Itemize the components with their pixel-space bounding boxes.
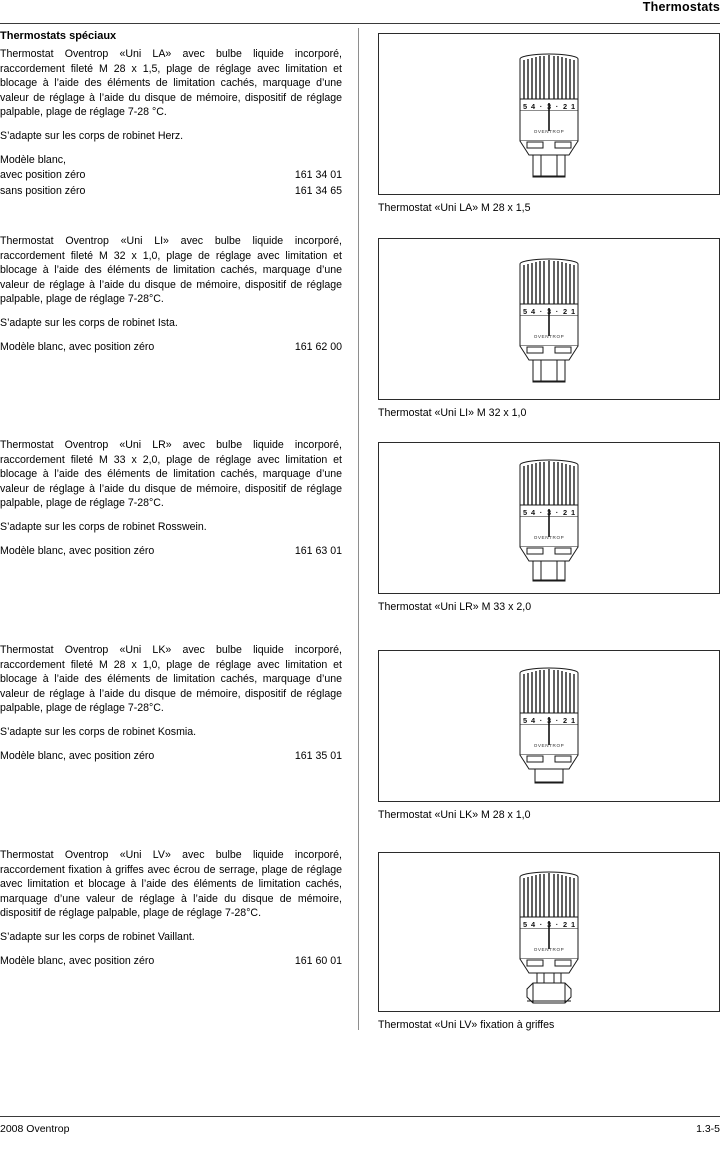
price-row xyxy=(0,167,342,183)
svg-text:·: · xyxy=(539,920,543,929)
footer-page-number: 1.3-5 xyxy=(696,1123,720,1135)
svg-text:3: 3 xyxy=(546,508,552,517)
svg-text:1: 1 xyxy=(570,920,576,929)
svg-text:2: 2 xyxy=(562,307,568,316)
svg-text:4: 4 xyxy=(530,508,536,517)
svg-text:4: 4 xyxy=(530,102,536,111)
page-title: Thermostats xyxy=(642,0,720,14)
svg-text:2: 2 xyxy=(562,508,568,517)
svg-text:4: 4 xyxy=(530,307,536,316)
article-code: 161 34 65 xyxy=(294,185,342,198)
svg-text:1: 1 xyxy=(570,307,576,316)
footer-copyright: 2008 Oventrop xyxy=(0,1123,70,1135)
price-label: sans position zéro xyxy=(0,185,86,198)
svg-text:1: 1 xyxy=(570,508,576,517)
product-compatibility: S’adapte sur les corps de robinet Vaillant. xyxy=(0,930,195,943)
figure-3 xyxy=(378,650,720,822)
product-text-block-3 xyxy=(0,643,342,763)
price-row xyxy=(0,183,342,199)
svg-text:2: 2 xyxy=(562,716,568,725)
product-description: Thermostat Oventrop «Uni LA» avec bulbe liquide incorporé, raccordement fileté M 28 x 1,5, plage de réglage avec limitation et blocage à l’aide des éléments de limitation cachés, marquage d’une valeur de réglage à l’aide du disque de mémoire, dispositif de réglage palpable, plage de réglage 7-28 °C. xyxy=(0,48,342,119)
price-row xyxy=(0,749,342,764)
figure-frame xyxy=(378,852,720,1012)
svg-text:3: 3 xyxy=(546,920,552,929)
price-row xyxy=(0,544,342,559)
brand-mark: OVENTROP xyxy=(533,334,565,339)
svg-text:5: 5 xyxy=(522,508,528,517)
article-code: 161 34 01 xyxy=(294,169,342,182)
thermostat-uni-lr-illustration xyxy=(489,451,609,589)
product-compatibility: S’adapte sur les corps de robinet Herz. xyxy=(0,129,184,142)
figure-caption: Thermostat «Uni LI» M 32 x 1,0 xyxy=(378,407,527,419)
header-divider xyxy=(0,23,720,24)
figure-caption: Thermostat «Uni LK» M 28 x 1,0 xyxy=(378,809,531,821)
thermostat-uni-lk-illustration xyxy=(489,659,609,797)
product-description: Thermostat Oventrop «Uni LV» avec bulbe liquide incorporé, raccordement fixation à griffes avec écrou de serrage, plage de réglage avec limitation et blocage à l’aide des éléments de limitation cachés, marquage d’une valeur de réglage à l’aide du disque de mémoire, dispositif de réglage palpable, plage de réglage 7-28°C. xyxy=(0,849,342,920)
svg-text:·: · xyxy=(555,716,559,725)
figure-4 xyxy=(378,852,720,1032)
figure-frame xyxy=(378,650,720,802)
product-description: Thermostat Oventrop «Uni LR» avec bulbe liquide incorporé, raccordement fileté M 33 x 2,0, plage de réglage avec limitation et blocage à l’aide des éléments de limitation cachés, marquage d’une valeur de réglage à l’aide du disque de mémoire, dispositif de réglage palpable, plage de réglage 7-28°C. xyxy=(0,439,342,510)
price-row xyxy=(0,954,342,969)
figure-caption: Thermostat «Uni LR» M 33 x 2,0 xyxy=(378,601,532,613)
price-row xyxy=(0,340,342,355)
price-label: Modèle blanc, avec position zéro xyxy=(0,749,155,762)
thermostat-uni-lv-illustration xyxy=(489,863,609,1005)
svg-text:1: 1 xyxy=(570,716,576,725)
column-divider xyxy=(358,28,359,1030)
svg-text:1: 1 xyxy=(570,102,576,111)
figure-frame xyxy=(378,442,720,594)
figure-caption: Thermostat «Uni LA» M 28 x 1,5 xyxy=(378,202,531,214)
svg-text:5: 5 xyxy=(522,920,528,929)
svg-text:4: 4 xyxy=(530,716,536,725)
article-code: 161 63 01 xyxy=(294,544,342,557)
svg-text:·: · xyxy=(555,102,559,111)
price-label: Modèle blanc, avec position zéro xyxy=(0,544,155,557)
svg-text:·: · xyxy=(539,716,543,725)
product-compatibility: S’adapte sur les corps de robinet Ista. xyxy=(0,316,178,329)
price-label: Modèle blanc, avec position zéro xyxy=(0,340,155,353)
article-code: 161 62 00 xyxy=(294,340,342,353)
product-model-label: Modèle blanc, xyxy=(0,153,66,166)
svg-text:5: 5 xyxy=(522,716,528,725)
brand-mark: OVENTROP xyxy=(533,129,565,134)
product-compatibility: S’adapte sur les corps de robinet Rosswein. xyxy=(0,520,207,533)
svg-text:3: 3 xyxy=(546,716,552,725)
product-compatibility: S’adapte sur les corps de robinet Kosmia. xyxy=(0,725,197,738)
svg-text:2: 2 xyxy=(562,920,568,929)
figure-2 xyxy=(378,442,720,614)
svg-text:3: 3 xyxy=(546,307,552,316)
svg-text:2: 2 xyxy=(562,102,568,111)
svg-text:·: · xyxy=(539,102,543,111)
price-label: Modèle blanc, avec position zéro xyxy=(0,954,155,967)
figure-frame xyxy=(378,33,720,195)
figure-0 xyxy=(378,33,720,215)
svg-text:5: 5 xyxy=(522,102,528,111)
article-code: 161 60 01 xyxy=(294,954,342,967)
figure-caption: Thermostat «Uni LV» fixation à griffes xyxy=(378,1019,555,1031)
svg-text:3: 3 xyxy=(546,102,552,111)
article-code: 161 35 01 xyxy=(294,749,342,762)
svg-text:5: 5 xyxy=(522,307,528,316)
brand-mark: OVENTROP xyxy=(533,947,565,952)
product-text-block-0 xyxy=(0,29,342,199)
brand-mark: OVENTROP xyxy=(533,535,565,540)
product-description: Thermostat Oventrop «Uni LK» avec bulbe liquide incorporé, raccordement fileté M 28 x 1,0, plage de réglage avec limitation et blocage à l’aide des éléments de limitation cachés, marquage d’une valeur de réglage à l’aide du disque de mémoire, dispositif de réglage palpable, plage de réglage 7-28°C. xyxy=(0,644,342,715)
product-text-block-1 xyxy=(0,234,342,354)
svg-text:·: · xyxy=(539,508,543,517)
product-text-block-2 xyxy=(0,438,342,558)
svg-text:·: · xyxy=(555,920,559,929)
brand-mark: OVENTROP xyxy=(533,743,565,748)
footer-divider xyxy=(0,1116,720,1117)
price-label: avec position zéro xyxy=(0,169,86,182)
product-text-block-4 xyxy=(0,848,342,968)
thermostat-uni-la-illustration xyxy=(489,45,609,187)
figure-frame xyxy=(378,238,720,400)
product-description: Thermostat Oventrop «Uni LI» avec bulbe liquide incorporé, raccordement fileté M 32 x 1,0, plage de réglage avec limitation et blocage à l’aide des éléments de limitation cachés, marquage d’une valeur de réglage à l’aide du disque de mémoire, dispositif de réglage palpable, plage de réglage 7-28°C. xyxy=(0,235,342,306)
svg-text:·: · xyxy=(555,508,559,517)
thermostat-uni-li-illustration xyxy=(489,250,609,392)
section-title: Thermostats spéciaux xyxy=(0,30,117,42)
svg-text:·: · xyxy=(555,307,559,316)
figure-1 xyxy=(378,238,720,420)
svg-text:·: · xyxy=(539,307,543,316)
svg-text:4: 4 xyxy=(530,920,536,929)
page-header xyxy=(0,0,720,26)
